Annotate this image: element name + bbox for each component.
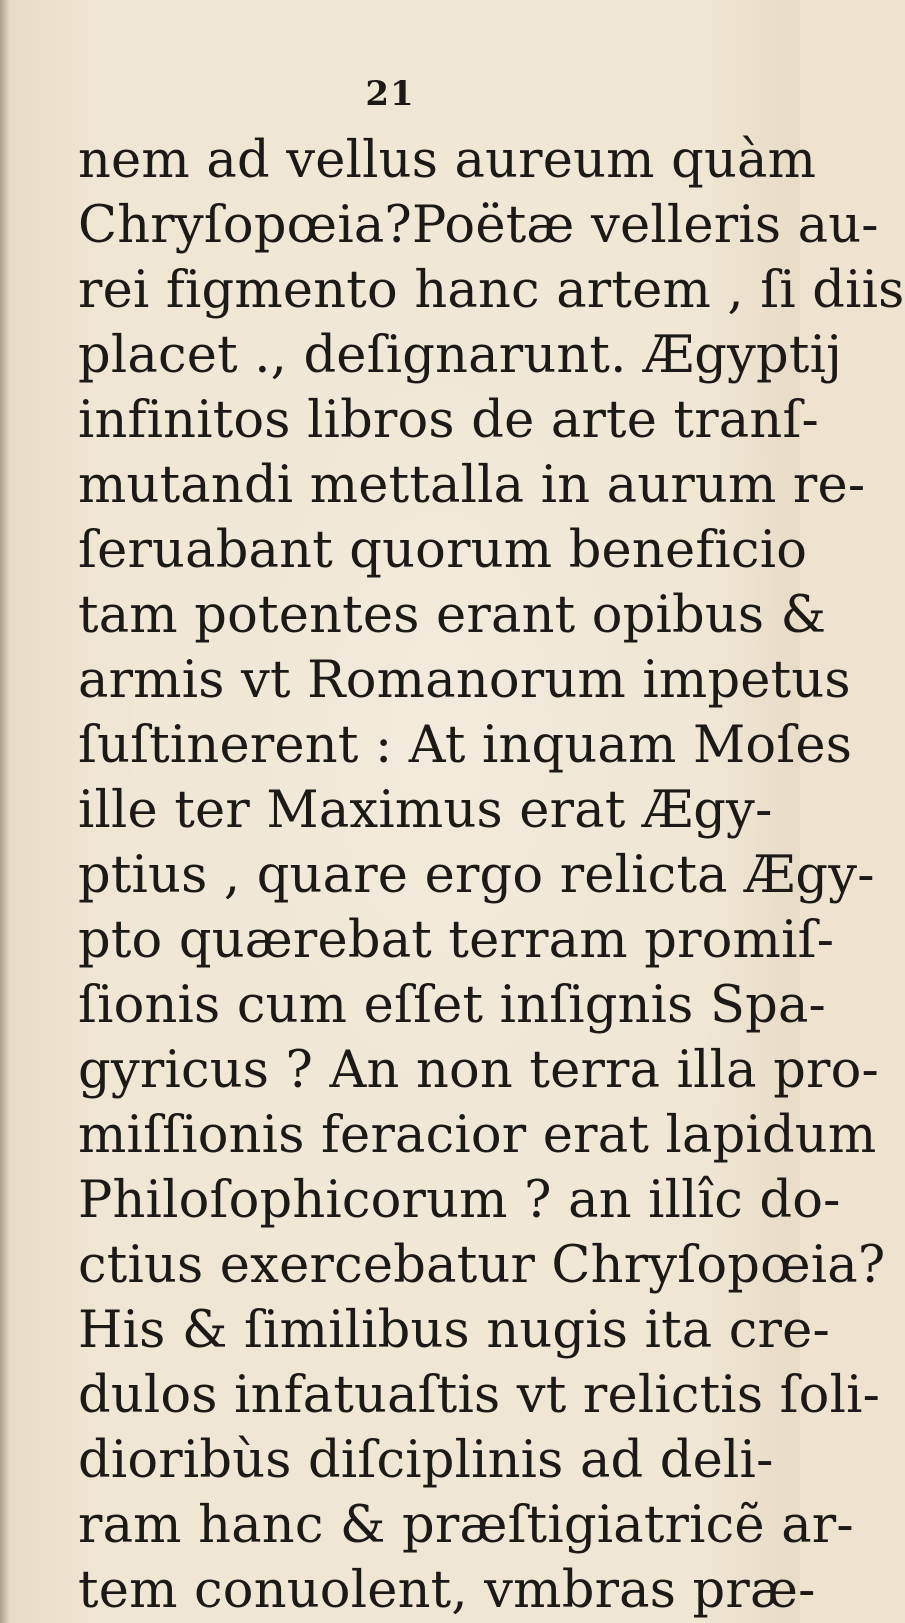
text-line: ſuſtinerent : At inquam Moſes — [78, 716, 853, 775]
text-line: armis vt Romanorum impetus — [78, 651, 851, 710]
page-gutter-shadow — [0, 0, 10, 1623]
text-line: Philoſophicorum ? an illîc do- — [78, 1171, 841, 1230]
text-line: nem ad vellus aureum quàm — [78, 131, 817, 190]
text-line: miſſionis feracior erat lapidum — [78, 1106, 877, 1165]
text-line: mutandi mettalla in aurum re- — [78, 456, 866, 515]
text-line: tam potentes erant opibus & — [78, 586, 827, 645]
text-line: His & ſimilibus nugis ita cre- — [78, 1301, 830, 1360]
text-line: dioribùs diſciplinis ad deli- — [78, 1431, 774, 1490]
text-line: ſionis cum eſſet inſignis Spa- — [78, 976, 826, 1035]
text-line: pto quærebat terram promiſ- — [78, 911, 835, 970]
body-text — [78, 128, 905, 1623]
text-line: ille ter Maximus erat Ægy- — [78, 781, 773, 840]
text-line: ram hanc & præſtigiatricẽ ar- — [78, 1496, 854, 1555]
page-number: 21 — [365, 74, 415, 114]
text-line: tem conuolent, vmbras præ- — [78, 1561, 816, 1620]
text-line: ctius exercebatur Chryſopœia? — [78, 1236, 886, 1295]
text-line: Chryſopœia?Poëtæ velleris au- — [78, 196, 879, 255]
text-line: placet ., deſignarunt. Ægyptij — [78, 326, 843, 385]
text-line: dulos infatuaſtis vt relictis ſoli- — [78, 1366, 881, 1425]
text-line: infinitos libros de arte tranſ- — [78, 391, 819, 450]
text-line: ptius , quare ergo relicta Ægy- — [78, 846, 875, 905]
text-line: gyricus ? An non terra illa pro- — [78, 1041, 879, 1100]
text-line: rei figmento hanc artem , ſi diis — [78, 261, 905, 320]
text-line: ſeruabant quorum beneficio — [78, 521, 808, 580]
